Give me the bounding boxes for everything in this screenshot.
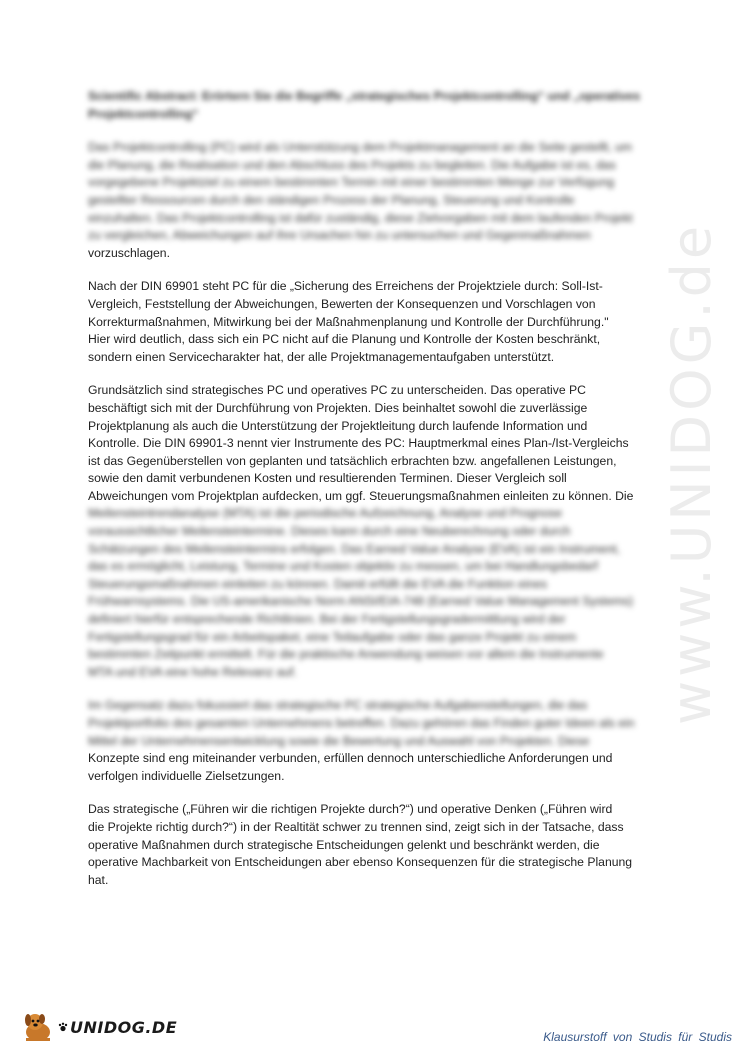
text-line: das es ermöglicht, Leistung, Termine und Kosten objektiv zu messen, um bei Handlungsbedarf (88, 559, 598, 574)
text-line: sowie den damit verbundenen Kosten und resultierenden Terminen. Dieser Vergleich soll (88, 471, 567, 486)
text-line: Nach der DIN 69901 steht PC für die „Sicherung des Erreichens der Projektziele durch: Soll-Ist- (88, 279, 603, 294)
text-line: ist das Gegenüberstellen von geplanten und tatsächlich erbrachten bzw. angefallenen Leistungen, (88, 453, 617, 468)
text-line: Korrekturmaßnahmen, Mitwirkung bei der Maßnahmenplanung und Kontrolle der Durchführung." (88, 314, 609, 329)
text-line: Fertigstellungsgrad für ein Arbeitspaket, eine Teilaufgabe oder das ganze Projekt zu einem (88, 629, 577, 644)
paw-icon (58, 1022, 68, 1032)
text-line: einzuhalten. Das Projektcontrolling ist dafür zuständig, diese Zielvorgaben mit dem laufenden Projekt (88, 210, 633, 225)
text-line: vorzuschlagen. (88, 245, 170, 260)
text-line: gestellter Ressourcen durch den ständigen Prozess der Planung, Steuerung und Kontrolle (88, 192, 575, 207)
text-line: Konzepte sind eng miteinander verbunden, erfüllen dennoch unterschiedliche Anforderungen und (88, 751, 613, 766)
logo-text: UNIDOG.DE (70, 1017, 178, 1037)
text-line: vorgegebene Projektziel zu einem bestimmten Termin mit einer bestimmten Menge zur Verfügung (88, 175, 615, 190)
text-line: sondern einen Servicecharakter hat, der alle Projektmanagementaufgaben unterstützt. (88, 349, 555, 364)
document-title (88, 88, 663, 123)
text-line: Das strategische („Führen wir die richtigen Projekte durch?“) und operative Denken („Führen wird (88, 802, 613, 817)
text-line: MTA und EVA eine hohe Relevanz auf. (88, 664, 297, 679)
text-line: Steuerungsmaßnahmen einleiten zu können. Damit erfüllt die EVA die Funktion eines (88, 576, 548, 591)
text-line: beschäftigt sich mit der Durchführung von Projekten. Dies beinhaltet sowohl die zuverlässige (88, 400, 588, 415)
text-line: bestimmten Zeitpunkt ermittelt. Für die praktische Anwendung weisen vor allem die Instrumente (88, 647, 604, 662)
paragraph-4 (88, 697, 663, 785)
paragraph-3 (88, 382, 663, 681)
text-line: Projektportfolio des gesamten Unternehmens betreffen. Dazu gehören das Finden guter Ideen als ein (88, 716, 635, 730)
text-line: Vergleich, Feststellung der Abweichungen, Bewerten der Konsequenzen und Vorschlagen von (88, 296, 596, 311)
text-line: operative Machbarkeit von Entscheidungen aber ebenso Konsequenzen für die strategische Planung (88, 855, 633, 870)
text-line: definiert hierfür entsprechende Richtlinien. Bei der Fertigstellungsgradermittlung wird der (88, 612, 566, 627)
text-line: hat. (88, 872, 109, 887)
blurred-block (88, 139, 663, 245)
text-line: operative Maßnahmen durch strategische Entscheidungen gelenkt und beschränkt werden, die (88, 837, 600, 852)
title-line: Scientific Abstract: Erörtern Sie die Begriffe „strategisches Projektcontrolling“ und „operatives (88, 89, 641, 103)
text-line: Hier wird deutlich, dass sich ein PC nicht auf die Planung und Kontrolle der Kosten beschränkt, (88, 332, 601, 347)
text-line: voraussichtlicher Meilensteintermine. Dieses kann durch eine Neuberechnung oder durch (88, 524, 571, 539)
text-line: Meilensteintrendanalyse (MTA) ist die periodische Aufzeichnung, Analyse und Prognose (88, 506, 563, 521)
text-line: Abweichungen vom Projektplan aufdecken, um ggf. Steuerungsmaßnahmen einleiten zu können. Die (88, 488, 634, 503)
watermark-text: www.UNIDOG.de (660, 221, 723, 725)
text-line: Grundsätzlich sind strategisches PC und operatives PC zu unterscheiden. Das operative PC (88, 383, 586, 398)
text-line: Im Gegensatz dazu fokussiert das strategische PC strategische Aufgabenstellungen, die das (88, 698, 588, 713)
blurred-block (88, 697, 663, 750)
text-line: zu vergleichen, Abweichungen auf ihre Ursachen hin zu untersuchen und Gegenmaßnahmen (88, 228, 591, 243)
title-line: Projektcontrolling“ (88, 106, 199, 121)
text-line: Das Projektcontrolling (PC) wird als Unterstützung dem Projektmanagement an die Seite gestellt, um (88, 140, 632, 155)
unidog-logo[interactable] (18, 1010, 177, 1044)
text-line: Frühwarnsystems. Die US-amerikanische Norm ANSI/EIA-748 (Earned Value Management Systems) (88, 594, 634, 609)
paragraph-2 (88, 278, 663, 366)
paragraph-1 (88, 139, 663, 262)
text-line: Projektplanung als auch die Unterstützung der Projektleitung durch laufende Information und (88, 418, 588, 433)
text-line: verfolgen individuelle Zielsetzungen. (88, 768, 285, 783)
text-line: Schätzungen des Meilensteintermins erfolgen. Das Earned Value Analyse (EVA) ist ein Instrument, (88, 541, 621, 556)
text-line: Kontrolle. Die DIN 69901-3 nennt vier Instrumente des PC: Hauptmerkmal eines Plan-/Ist-Vergleichs (88, 436, 629, 451)
text-line: die Projekte richtig durch?“) in der Realtität schwer zu trennen sind, zeigt sich in der Tatsache, dass (88, 819, 624, 834)
paragraph-5 (88, 801, 663, 889)
text-line: die Planung, die Realisation und den Abschluss des Projekts zu begleiten. Die Aufgabe ist es, das (88, 157, 616, 172)
footer-slogan: Klausurstoff von Studis für Studis (543, 1030, 732, 1044)
text-line: Mittel der Unternehmensentwicklung sowie die Bewertung und Auswahl von Projekten. Diese (88, 733, 590, 748)
blurred-block (88, 505, 663, 681)
dog-mascot-icon (18, 1010, 58, 1044)
document-body (88, 88, 663, 905)
